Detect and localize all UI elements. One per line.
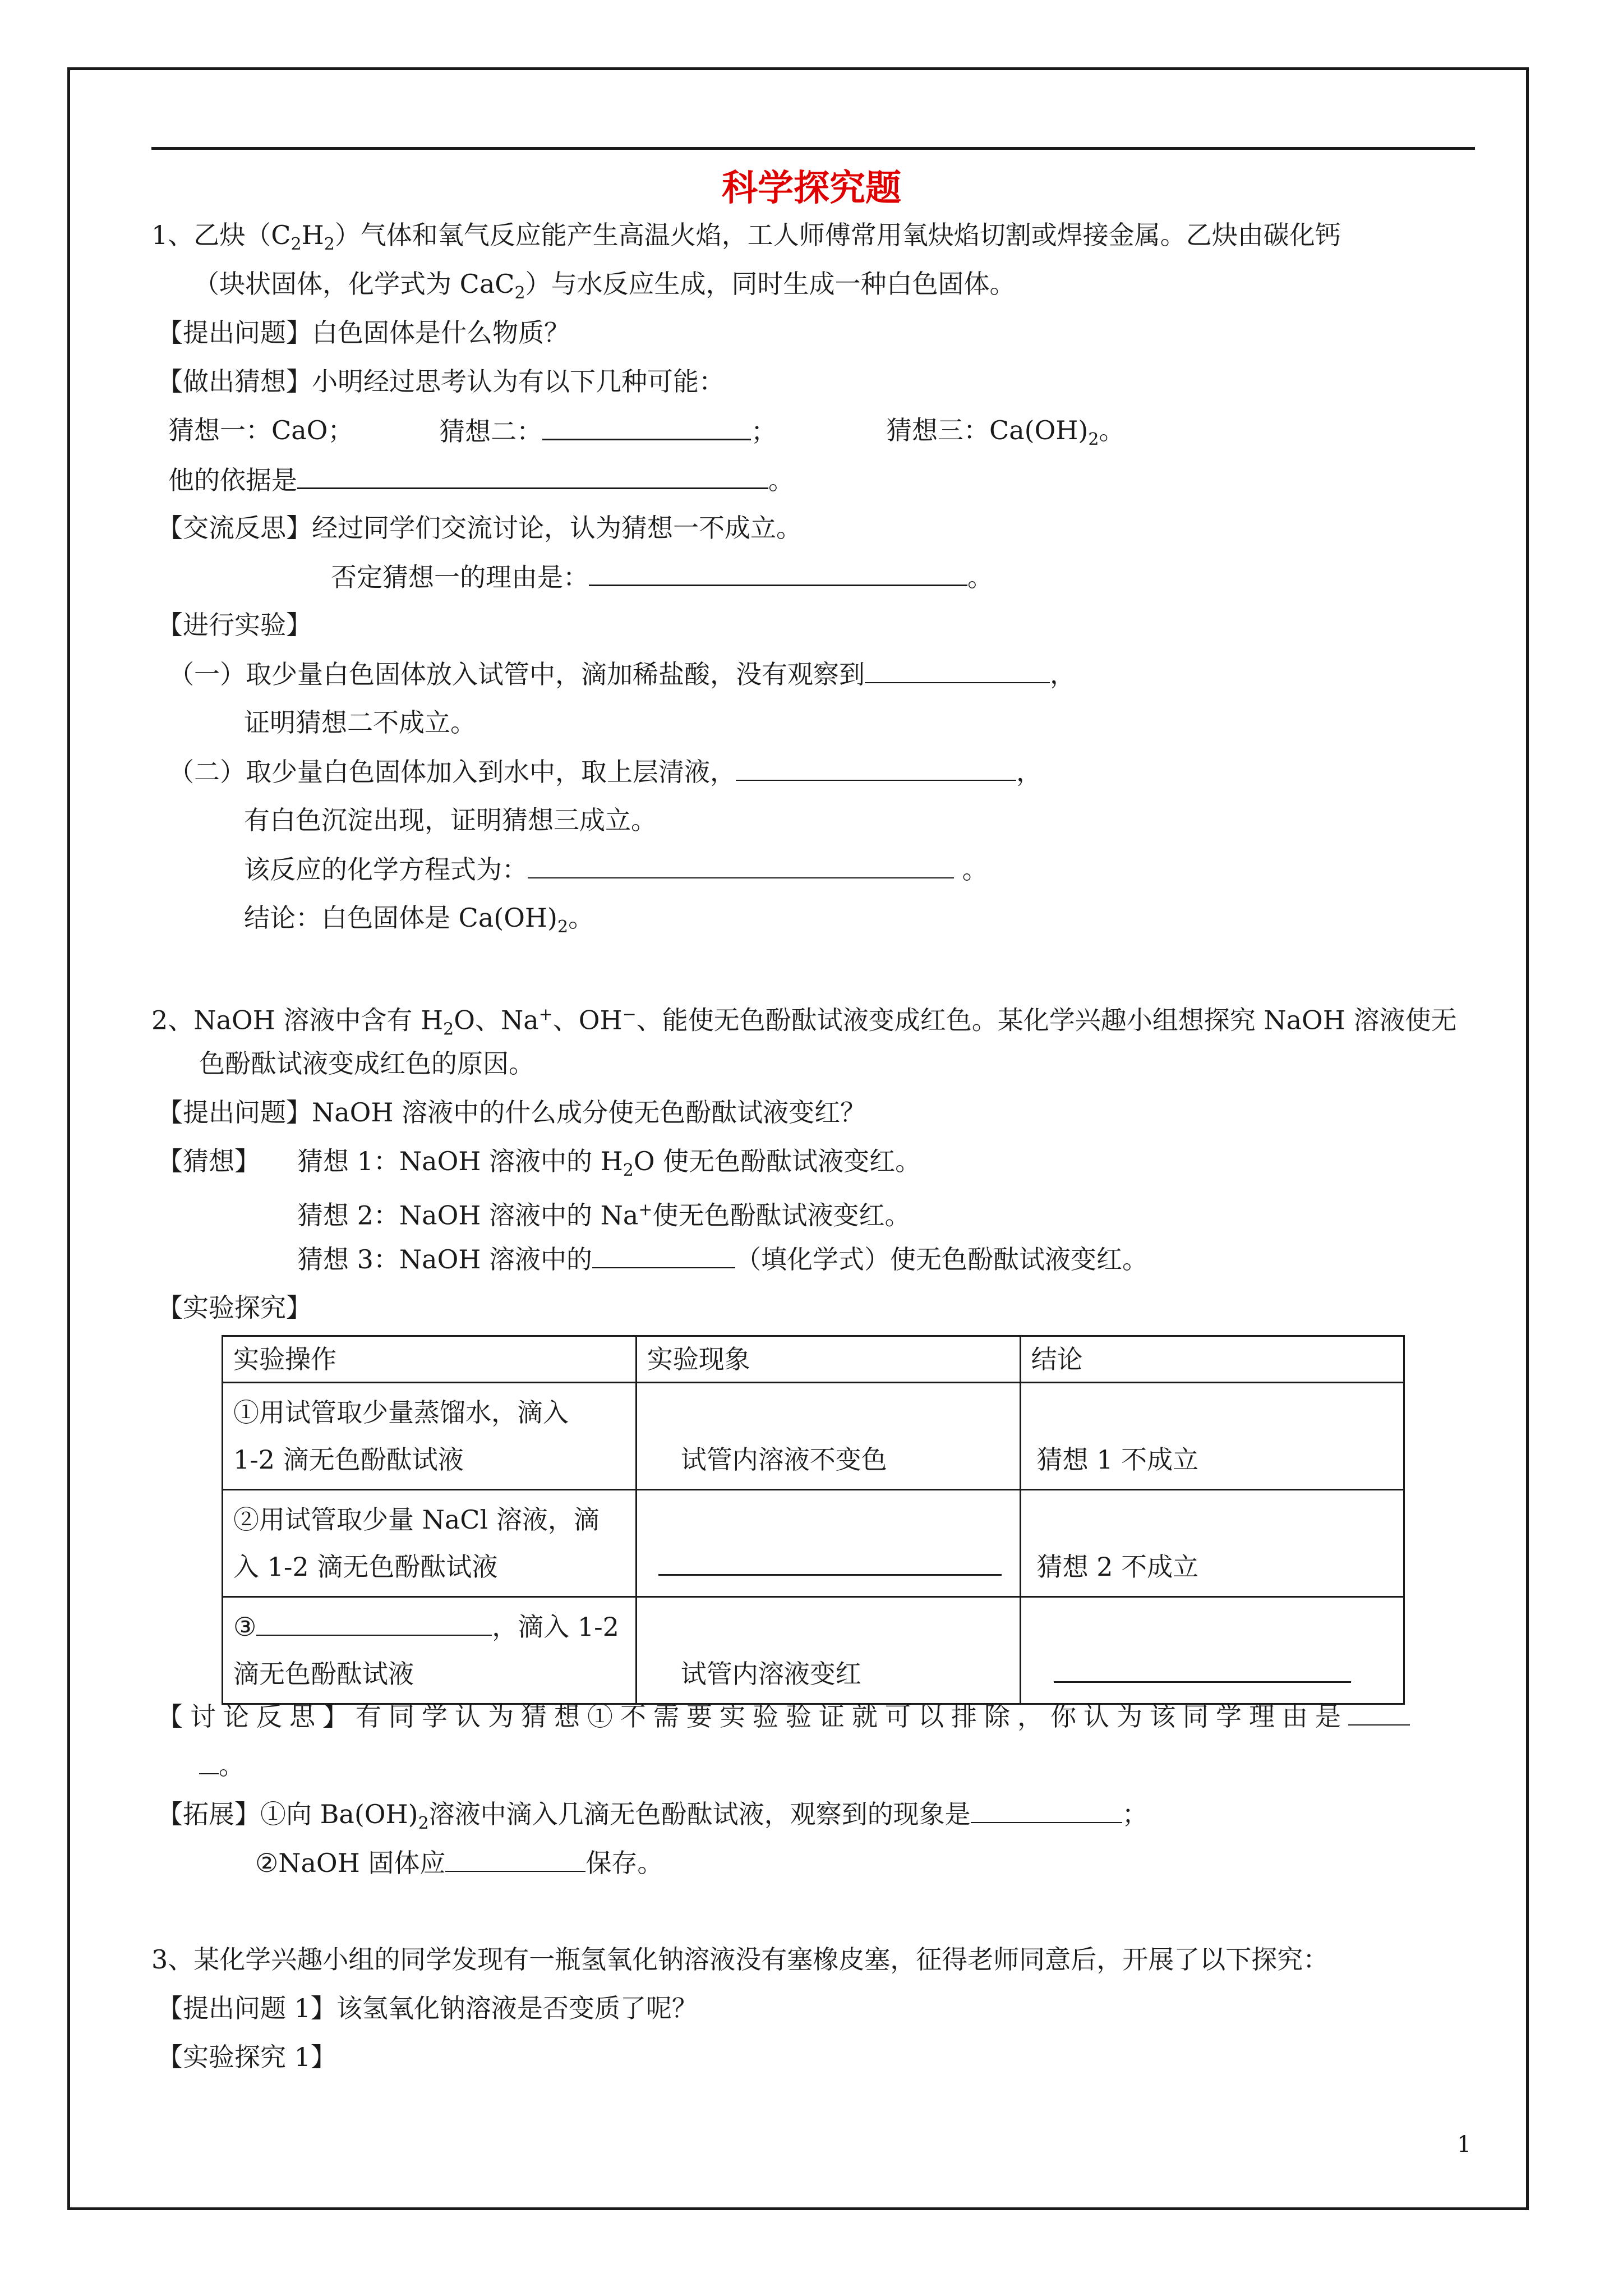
table-cell-phenomenon: 试管内溶液变红	[636, 1597, 1020, 1704]
q2-explore: 【实验探究】	[157, 1292, 312, 1323]
q1-basis-blank[interactable]	[297, 463, 768, 489]
q2-guess3-blank[interactable]	[592, 1243, 735, 1268]
q1-exp2: （二）取少量白色固体加入到水中，取上层清液， ，	[168, 755, 1042, 788]
q1-reflect: 【交流反思】经过同学们交流讨论，认为猜想一不成立。	[157, 513, 802, 543]
q1-experiment: 【进行实验】	[157, 610, 312, 640]
table-row	[223, 1597, 1404, 1704]
q1-question: 【提出问题】白色固体是什么物质？	[157, 318, 570, 348]
q1-exp1-blank[interactable]	[865, 657, 1050, 683]
q2-r3-operation-blank[interactable]	[256, 1610, 492, 1636]
experiment-table	[222, 1335, 1405, 1705]
q3-intro: 3、某化学兴趣小组的同学发现有一瓶氢氧化钠溶液没有塞橡皮塞，征得老师同意后，开展了以下探究：	[151, 1944, 1329, 1975]
table-header: 结论	[1020, 1336, 1404, 1383]
q3-question: 【提出问题 1】该氢氧化钠溶液是否变质了呢？	[157, 1993, 698, 2023]
q1-equation-blank[interactable]	[528, 853, 954, 878]
q1-reason-blank[interactable]	[589, 560, 967, 586]
table-cell-conclusion	[1020, 1597, 1404, 1704]
table-row	[223, 1383, 1404, 1490]
header-rule	[151, 147, 1475, 150]
q1-guess3: 猜想三：$Ca(OH)_2$。	[886, 415, 1125, 450]
q1-equation: 该反应的化学方程式为： 。	[244, 853, 988, 886]
q2-guess1: 猜想 1：NaOH 溶液中的 $H_2O$ 使无色酚酞试液变红。	[297, 1146, 921, 1181]
q2-discuss-blank-cont[interactable]	[199, 1749, 219, 1774]
q2-discuss: 【讨论反思】有同学认为猜想①不需要实验验证就可以排除，你认为该同学理由是	[157, 1700, 1410, 1733]
q1-basis: 他的依据是 。	[168, 463, 794, 496]
q2-intro-line2: 色酚酞试液变成红色的原因。	[199, 1048, 534, 1079]
table-cell-phenomenon: 试管内溶液不变色	[636, 1383, 1020, 1490]
table-cell-operation: ②用试管取少量 NaCl 溶液，滴 入 1-2 滴无色酚酞试液	[223, 1490, 637, 1597]
q1-guess1: 猜想一：CaO；	[168, 415, 354, 445]
table-cell-phenomenon	[636, 1490, 1020, 1597]
q2-discuss-end: 。	[199, 1749, 245, 1782]
q1-conclusion: 结论：白色固体是 $Ca(OH)_2$。	[244, 903, 594, 937]
q1-intro-line2: （块状固体，化学式为 CaC$_2$）与水反应生成，同时生成一种白色固体。	[193, 269, 1016, 303]
table-cell-operation: ①用试管取少量蒸馏水，滴入 1-2 滴无色酚酞试液	[223, 1383, 637, 1490]
q2-expand1: 【拓展】①向 $Ba(OH)_2$溶液中滴入几滴无色酚酞试液，观察到的现象是 ；	[157, 1797, 1148, 1840]
q2-guess3: 猜想 3：NaOH 溶液中的 （填化学式）使无色酚酞试液变红。	[297, 1243, 1148, 1276]
q2-r3-conclusion-blank[interactable]	[1054, 1657, 1351, 1683]
q2-guess-label: 【猜想】	[157, 1146, 260, 1176]
table-header-row	[223, 1336, 1404, 1383]
q1-guess2-blank[interactable]	[542, 414, 751, 440]
table-cell-conclusion: 猜想 2 不成立	[1020, 1490, 1404, 1597]
q2-intro-line1: 2、NaOH 溶液中含有 $H_2O$、Na+、OH−、能使无色酚酞试液变成红色。某化学兴趣小组想探究 NaOH 溶液使无	[151, 1005, 1457, 1039]
q1-hypothesis: 【做出猜想】小明经过思考认为有以下几种可能：	[157, 366, 725, 397]
table-cell-operation: ③ ，滴入 1-2 滴无色酚酞试液	[223, 1597, 637, 1704]
q1-exp2-result: 有白色沉淀出现，证明猜想三成立。	[244, 805, 657, 835]
table-header: 实验操作	[223, 1336, 637, 1383]
q1-guess2: 猜想二： ；	[439, 414, 777, 448]
table-row	[223, 1490, 1404, 1597]
q2-question: 【提出问题】NaOH 溶液中的什么成分使无色酚酞试液变红？	[157, 1097, 866, 1128]
q2-r2-phenomenon-blank[interactable]	[658, 1549, 1002, 1576]
table-header: 实验现象	[636, 1336, 1020, 1383]
page-number: 1	[1457, 2132, 1472, 2157]
page-title: 科学探究题	[722, 167, 901, 209]
q1-intro-line1: 1、乙炔$(C_2H_2)$气体和氧气反应能产生高温火焰，工人师傅常用氧炔焰切割或焊接金属。乙炔由碳化钙	[151, 220, 1341, 255]
q2-expand1-blank[interactable]	[971, 1797, 1122, 1823]
q3-explore: 【实验探究 1】	[157, 2042, 336, 2072]
q1-reason: 否定猜想一的理由是： 。	[331, 560, 993, 593]
table-cell-conclusion: 猜想 1 不成立	[1020, 1383, 1404, 1490]
q1-exp2-blank[interactable]	[736, 755, 1016, 781]
q1-exp1-result: 证明猜想二不成立。	[244, 707, 476, 738]
q2-expand2-blank[interactable]	[445, 1846, 585, 1872]
q2-guess2: 猜想 2：NaOH 溶液中的 Na+使无色酚酞试液变红。	[297, 1200, 911, 1231]
q1-exp1: （一）取少量白色固体放入试管中，滴加稀盐酸，没有观察到 ，	[168, 657, 1076, 691]
q2-discuss-blank[interactable]	[1348, 1700, 1410, 1726]
q2-expand2: ②NaOH 固体应 保存。	[255, 1846, 663, 1879]
